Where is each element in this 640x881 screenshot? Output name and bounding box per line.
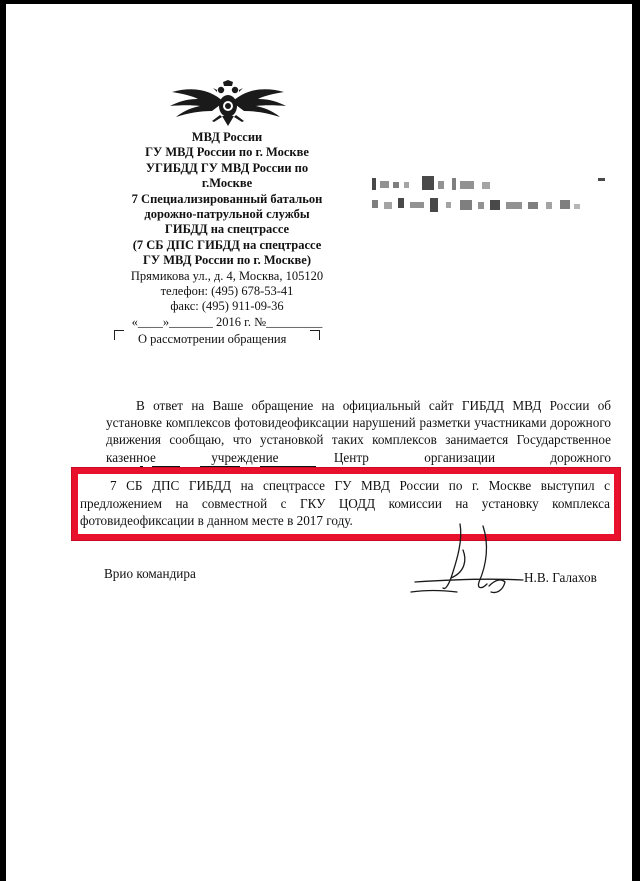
letterhead-line: ГИБДД на спецтрассе [164,222,290,237]
subject-text: О рассмотрении обращения [138,332,287,346]
signatory-name: Н.В. Галахов [524,570,597,585]
scan-edge-right [632,0,640,881]
scan-edge-top [0,0,640,4]
letter-body [106,397,611,466]
letterhead-line: УГИБДД ГУ МВД России по [145,160,309,175]
corner-mark-left [114,330,124,340]
subject-line [110,330,320,350]
letterhead [92,130,362,330]
letterhead-address: Прямикова ул., д. 4, Москва, 105120 [130,268,324,283]
letterhead-line: (7 СБ ДПС ГИБДД на спецтрассе [132,237,322,252]
letterhead-line: 7 Специализированный батальон [131,191,323,206]
letterhead-line: ГУ МВД России по г. Москве) [142,253,312,268]
overlay-paragraph: 7 СБ ДПС ГИБДД на спецтрассе ГУ МВД России по г. Москве выступил с предложением на совместной с ГКУ ЦОДД комиссии на установку комплекса фотовидеофиксации в данном месте в 2017 году. [80,478,610,529]
eagle-emblem-icon [166,80,290,126]
letterhead-phone: телефон: (495) 678-53-41 [160,284,294,299]
corner-mark-right [310,330,320,340]
signatory-role: Врио командира [104,566,196,581]
letterhead-fax: факс: (495) 911-09-36 [170,299,284,314]
letterhead-line: г.Москве [201,176,253,191]
letterhead-date-line: «____»_______ 2016 г. №_________ [131,314,323,329]
letterhead-line: дорожно-патрульной службы [144,207,310,222]
scan-edge-left [0,0,6,881]
body-paragraph: В ответ на Ваше обращение на официальный сайт ГИБДД МВД России об установке комплексов фотовидеофиксации нарушений разметки участниками дорожного движения сообщаю, что установкой таких комплексов занимается Государственное казенное учреждение Центр организации дорожного [106,398,611,465]
letterhead-line: ГУ МВД России по г. Москве [145,145,309,160]
letterhead-line: МВД России [191,130,263,144]
redacted-addressee [370,172,610,218]
overlay-text-block [80,477,610,530]
handwritten-signature [405,520,530,610]
